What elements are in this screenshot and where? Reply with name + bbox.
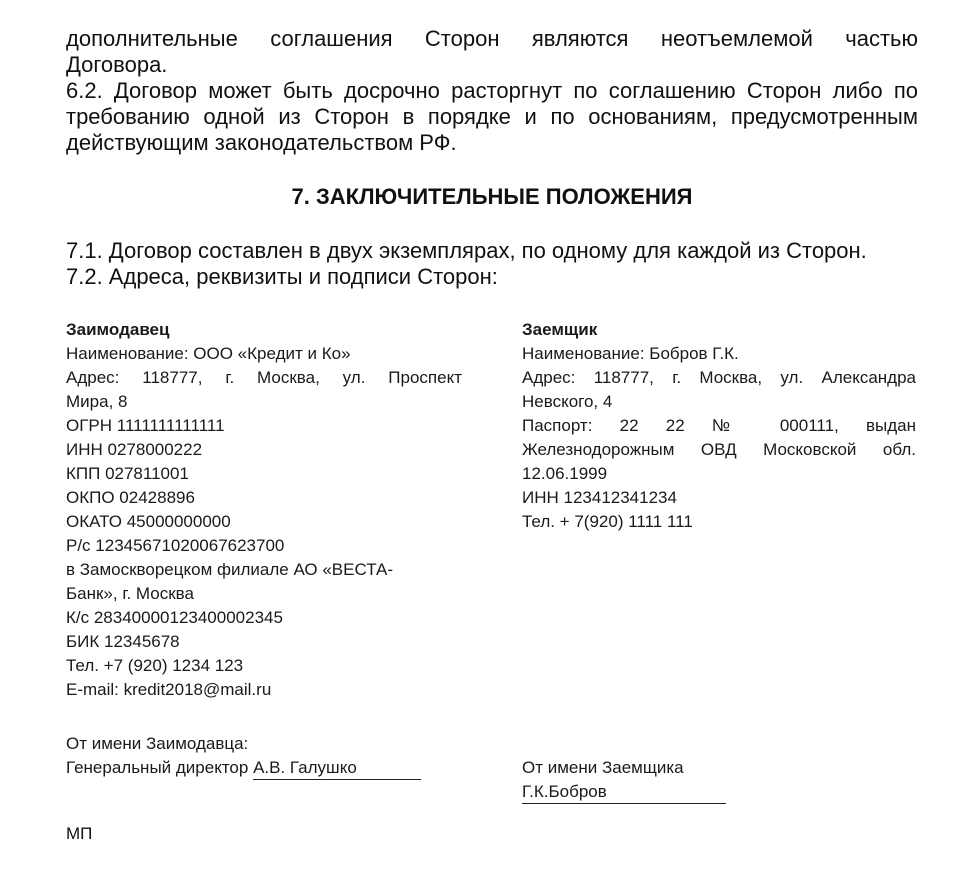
clause-7-1: 7.1. Договор составлен в двух экземплярах, по одному для каждой из Сторон. (66, 238, 867, 263)
section-7-heading: 7. ЗАКЛЮЧИТЕЛЬНЫЕ ПОЛОЖЕНИЯ (291, 184, 693, 209)
stamp-place-label: МП (66, 824, 93, 843)
intro-paragraph (66, 26, 918, 78)
lender-title: Заимодавец (66, 320, 170, 339)
clause-7-2: 7.2. Адреса, реквизиты и подписи Сторон: (66, 264, 498, 289)
lender-signature-caption: От имени Заимодавца: (66, 734, 249, 753)
clause-6-2 (66, 78, 918, 156)
lender-signatory-title: Генеральный директор (66, 758, 249, 777)
borrower-signature-underline (522, 781, 726, 804)
clause-6-2-line-3: действующим законодательством РФ. (66, 130, 457, 155)
clause-6-2-line-2: требованию одной из Сторон в порядке и по основаниям, предусмотренным (66, 104, 918, 129)
lender-row: БИК 12345678 (66, 632, 180, 651)
borrower-row: Невского, 4 (522, 392, 613, 411)
lender-signature-underline (253, 757, 421, 780)
lender-row: КПП 027811001 (66, 464, 189, 483)
borrower-row: ИНН 123412341234 (522, 488, 677, 507)
lender-row: К/с 28340000123400002345 (66, 608, 283, 627)
lender-row: Мира, 8 (66, 392, 128, 411)
lender-row: Банк», г. Москва (66, 584, 194, 603)
borrower-row: Тел. + 7(920) 1111 111 (522, 512, 693, 531)
lender-row: ОГРН 1111111111111 (66, 416, 225, 435)
lender-row: Адрес: 118777, г. Москва, ул. Проспект (66, 368, 462, 387)
borrower-row: 12.06.1999 (522, 464, 608, 483)
lender-row: в Замоскворецком филиале АО «ВЕСТА- (66, 560, 394, 579)
borrower-title: Заемщик (522, 320, 598, 339)
lender-row: Наименование: ООО «Кредит и Ко» (66, 344, 351, 363)
lender-row: ОКПО 02428896 (66, 488, 195, 507)
borrower-signature-block (522, 756, 726, 804)
lender-signature-block (66, 732, 421, 780)
borrower-row: Адрес: 118777, г. Москва, ул. Александра (522, 368, 916, 387)
borrower-signature-caption: От имени Заемщика (522, 758, 684, 777)
lender-email[interactable]: E-mail: kredit2018@mail.ru (66, 680, 272, 699)
lender-row: ОКАТО 45000000000 (66, 512, 231, 531)
lender-details (66, 318, 462, 702)
lender-signature-line (66, 756, 421, 780)
lender-signatory-name: А.В. Галушко (253, 758, 357, 777)
borrower-row: Наименование: Бобров Г.К. (522, 344, 739, 363)
borrower-row: Паспорт: 22 22 № 000111, выдан (522, 416, 916, 435)
clauses-7 (66, 238, 918, 290)
intro-line-1: дополнительные соглашения Сторон являются неотъемлемой частью (66, 26, 918, 51)
borrower-details (522, 318, 916, 534)
borrower-row: Железнодорожным ОВД Московской обл. (522, 440, 916, 459)
clause-6-2-line-1: 6.2. Договор может быть досрочно расторгнут по соглашению Сторон либо по (66, 78, 918, 103)
lender-row: Р/с 12345671020067623700 (66, 536, 285, 555)
lender-row: ИНН 0278000222 (66, 440, 203, 459)
intro-line-2: Договора. (66, 52, 168, 77)
borrower-signatory-name: Г.К.Бобров (522, 782, 607, 801)
lender-row: Тел. +7 (920) 1234 123 (66, 656, 244, 675)
